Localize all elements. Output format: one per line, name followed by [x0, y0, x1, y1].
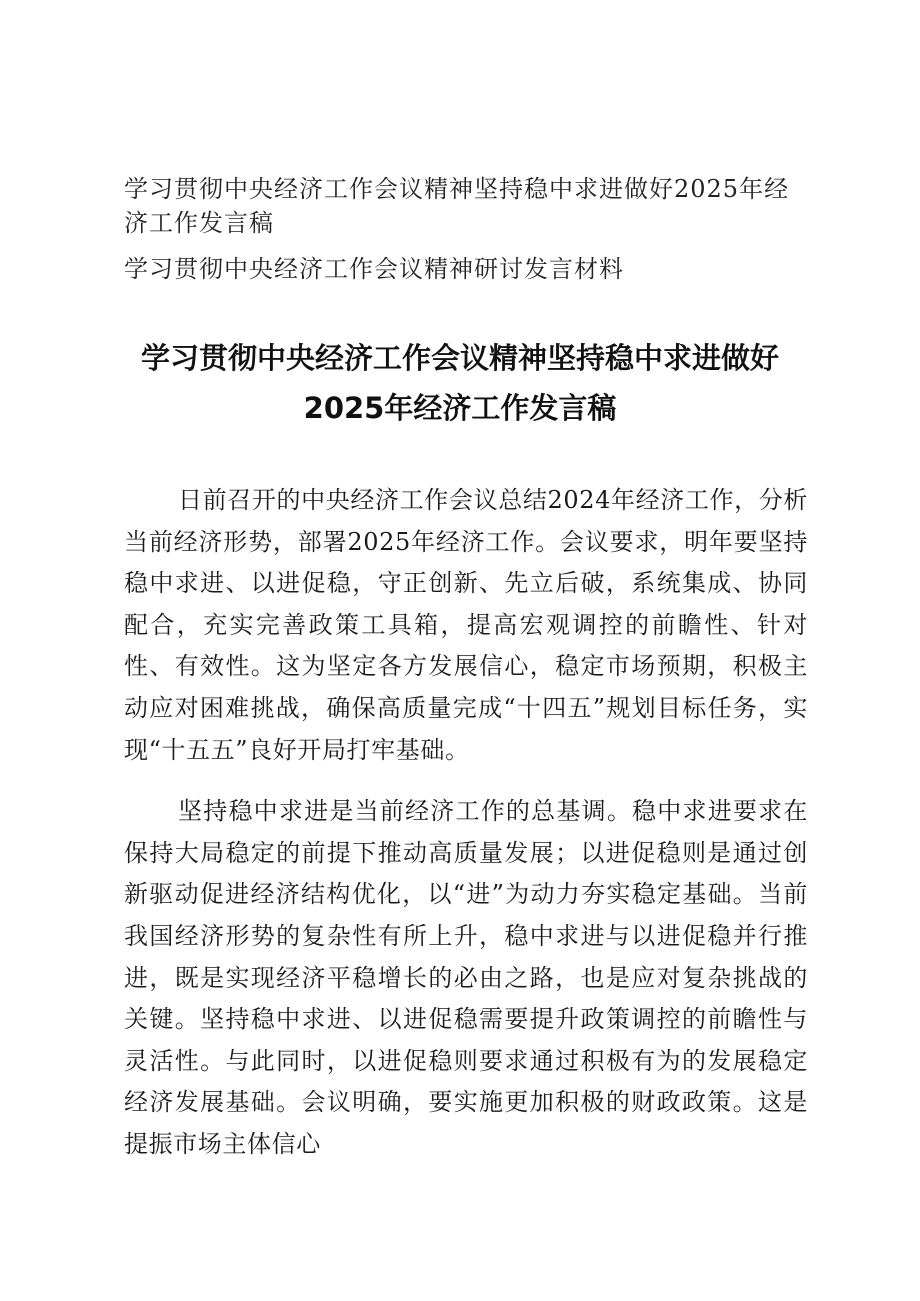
- document-title: 学习贯彻中央经济工作会议精神坚持稳中求进做好2025年经济工作发言稿: [140, 341, 779, 425]
- table-of-contents: [124, 172, 804, 298]
- paragraph-2: 坚持稳中求进是当前经济工作的总基调。稳中求进要求在保持大局稳定的前提下推动高质量发展；以进促稳则是通过创新驱动促进经济结构优化，以“进”为动力夯实稳定基础。当前我国经济形势的复杂性有所上升，稳中求进与以进促稳并行推进，既是实现经济平稳增长的必由之路，也是应对复杂挑战的关键。坚持稳中求进、以进促稳需要提升政策调控的前瞻性与灵活性。与此同时，以进促稳则要求通过积极有为的发展稳定经济发展基础。会议明确，要实施更加积极的财政政策。这是提振市场主体信心: [124, 797, 808, 1158]
- toc-item-1[interactable]: 学习贯彻中央经济工作会议精神坚持稳中求进做好2025年经济工作发言稿: [124, 175, 790, 237]
- paragraph-1: 日前召开的中央经济工作会议总结2024年经济工作，分析当前经济形势，部署2025年经济工作。会议要求，明年要坚持稳中求进、以进促稳，守正创新、先立后破，系统集成、协同配合，充实完善政策工具箱，提高宏观调控的前瞻性、针对性、有效性。这为坚定各方发展信心，稳定市场预期，积极主动应对困难挑战，确保高质量完成“十四五”规划目标任务，实现“十五五”良好开局打牢基础。: [124, 486, 808, 764]
- document-body: [124, 480, 808, 1186]
- toc-item-2[interactable]: 学习贯彻中央经济工作会议精神研讨发言材料: [124, 255, 624, 283]
